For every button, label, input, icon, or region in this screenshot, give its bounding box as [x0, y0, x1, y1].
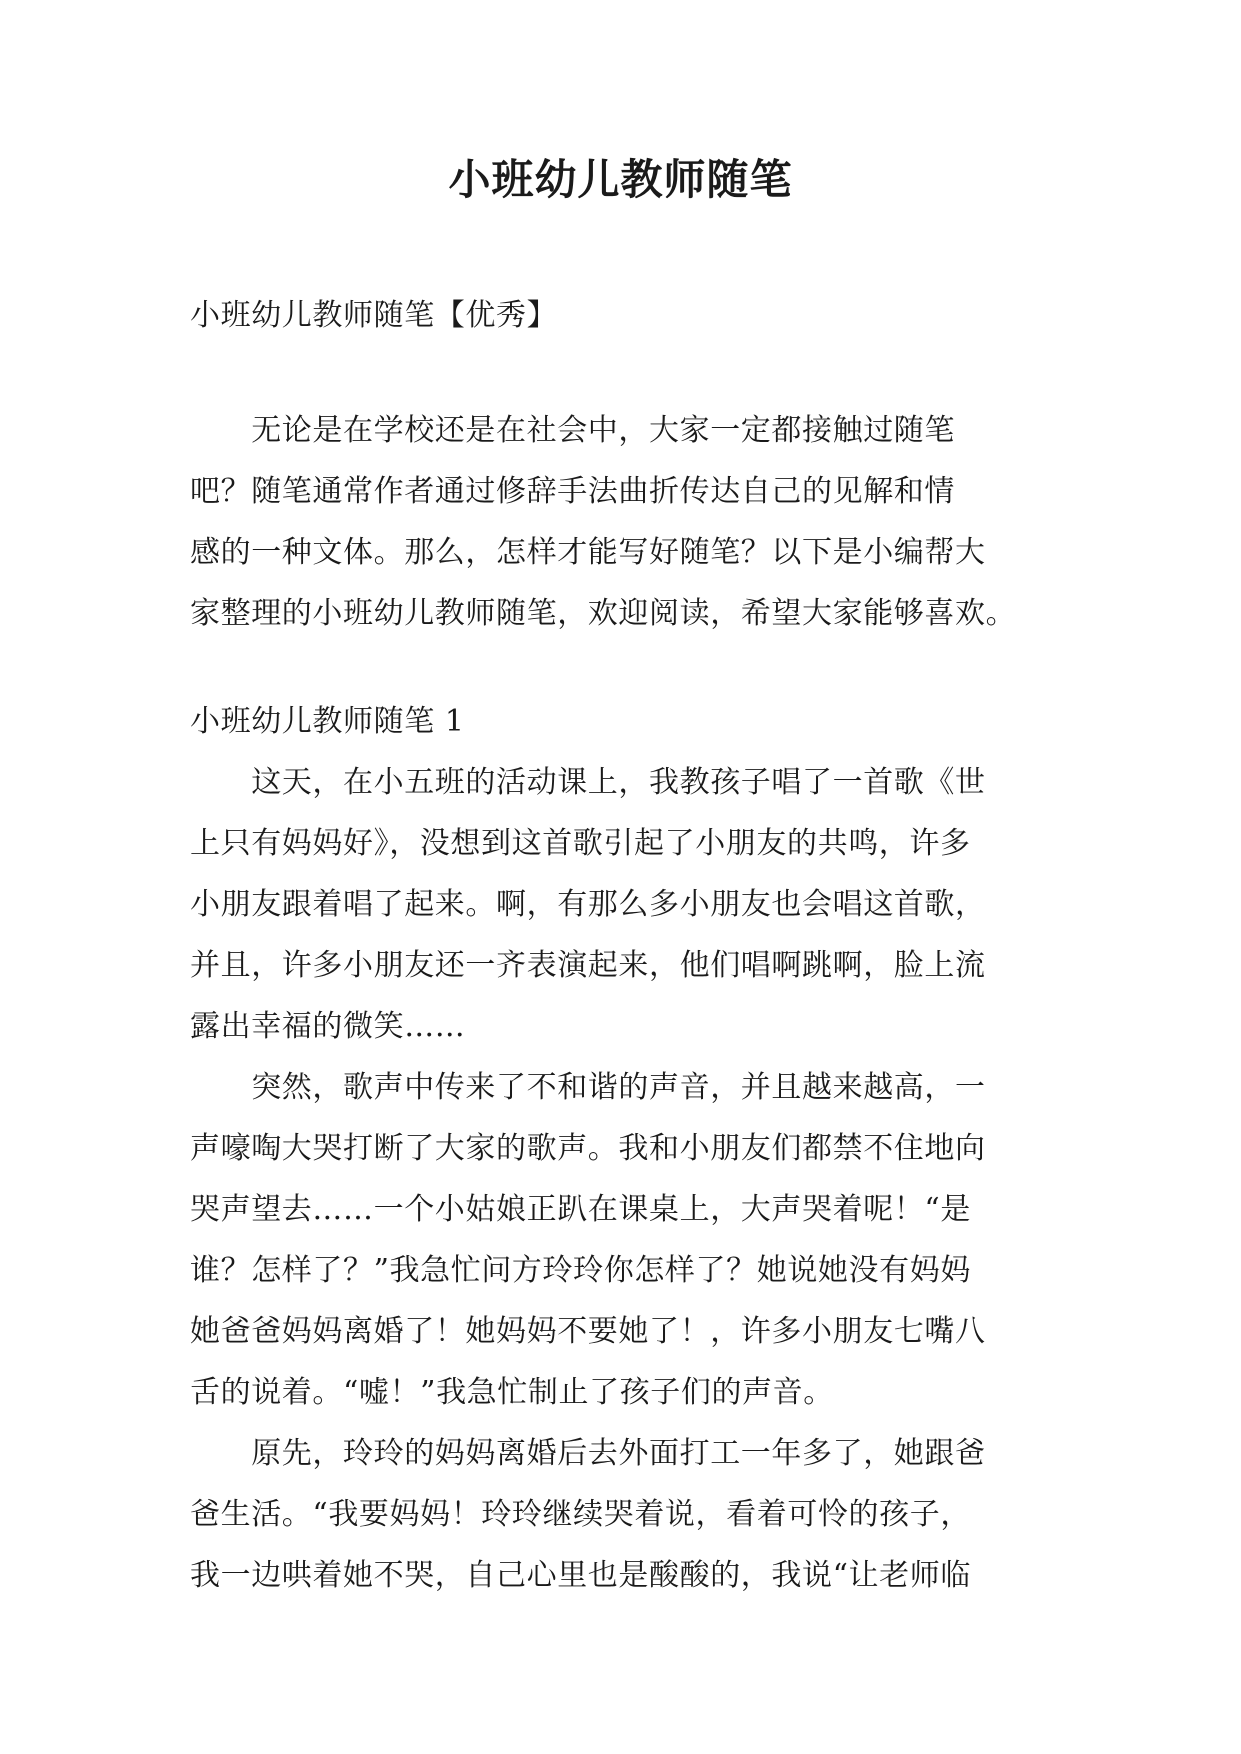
body-line: 爸生活。“我要妈妈！玲玲继续哭着说，看着可怜的孩子， — [190, 1497, 971, 1532]
intro-line: 吧？随笔通常作者通过修辞手法曲折传达自己的见解和情 — [190, 474, 955, 509]
document-subtitle — [190, 285, 1060, 346]
body-line: 并且，许多小朋友还一齐表演起来，他们唱啊跳啊，脸上流 — [190, 948, 986, 983]
body-line: 哭声望去……一个小姑娘正趴在课桌上，大声哭着呢！“是 — [190, 1192, 971, 1227]
intro-line: 家整理的小班幼儿教师随笔，欢迎阅读，希望大家能够喜欢。 — [190, 596, 1017, 631]
body-line: 这天，在小五班的活动课上，我教孩子唱了一首歌《世 — [190, 765, 986, 800]
subtitle-line: 小班幼儿教师随笔【优秀】 — [190, 298, 558, 333]
intro-line: 无论是在学校还是在社会中，大家一定都接触过随笔 — [190, 413, 955, 448]
document-title: 小班幼儿教师随笔 — [448, 155, 793, 204]
body-text — [190, 752, 1060, 1606]
body-line: 她爸爸妈妈离婚了！她妈妈不要她了！，许多小朋友七嘴八 — [190, 1314, 986, 1349]
intro-line: 感的一种文体。那么，怎样才能写好随笔？以下是小编帮大 — [190, 535, 986, 570]
body-line: 声嚎啕大哭打断了大家的歌声。我和小朋友们都禁不住地向 — [190, 1131, 986, 1166]
body-line: 我一边哄着她不哭，自己心里也是酸酸的，我说“让老师临 — [190, 1558, 971, 1593]
body-line: 露出幸福的微笑…… — [190, 1009, 466, 1044]
body-line: 谁？怎样了？”我急忙问方玲玲你怎样了？她说她没有妈妈 — [190, 1253, 971, 1288]
body-line: 上只有妈妈好》，没想到这首歌引起了小朋友的共鸣，许多 — [190, 826, 971, 861]
body-line: 小朋友跟着唱了起来。啊，有那么多小朋友也会唱这首歌， — [190, 887, 986, 922]
section-heading-text: 小班幼儿教师随笔 1 — [190, 704, 465, 739]
intro-paragraph — [190, 400, 1060, 644]
section-heading — [190, 691, 1060, 752]
body-line: 突然，歌声中传来了不和谐的声音，并且越来越高，一 — [190, 1070, 986, 1105]
body-line: 舌的说着。“嘘！”我急忙制止了孩子们的声音。 — [190, 1375, 834, 1410]
body-line: 原先，玲玲的妈妈离婚后去外面打工一年多了，她跟爸 — [190, 1436, 986, 1471]
